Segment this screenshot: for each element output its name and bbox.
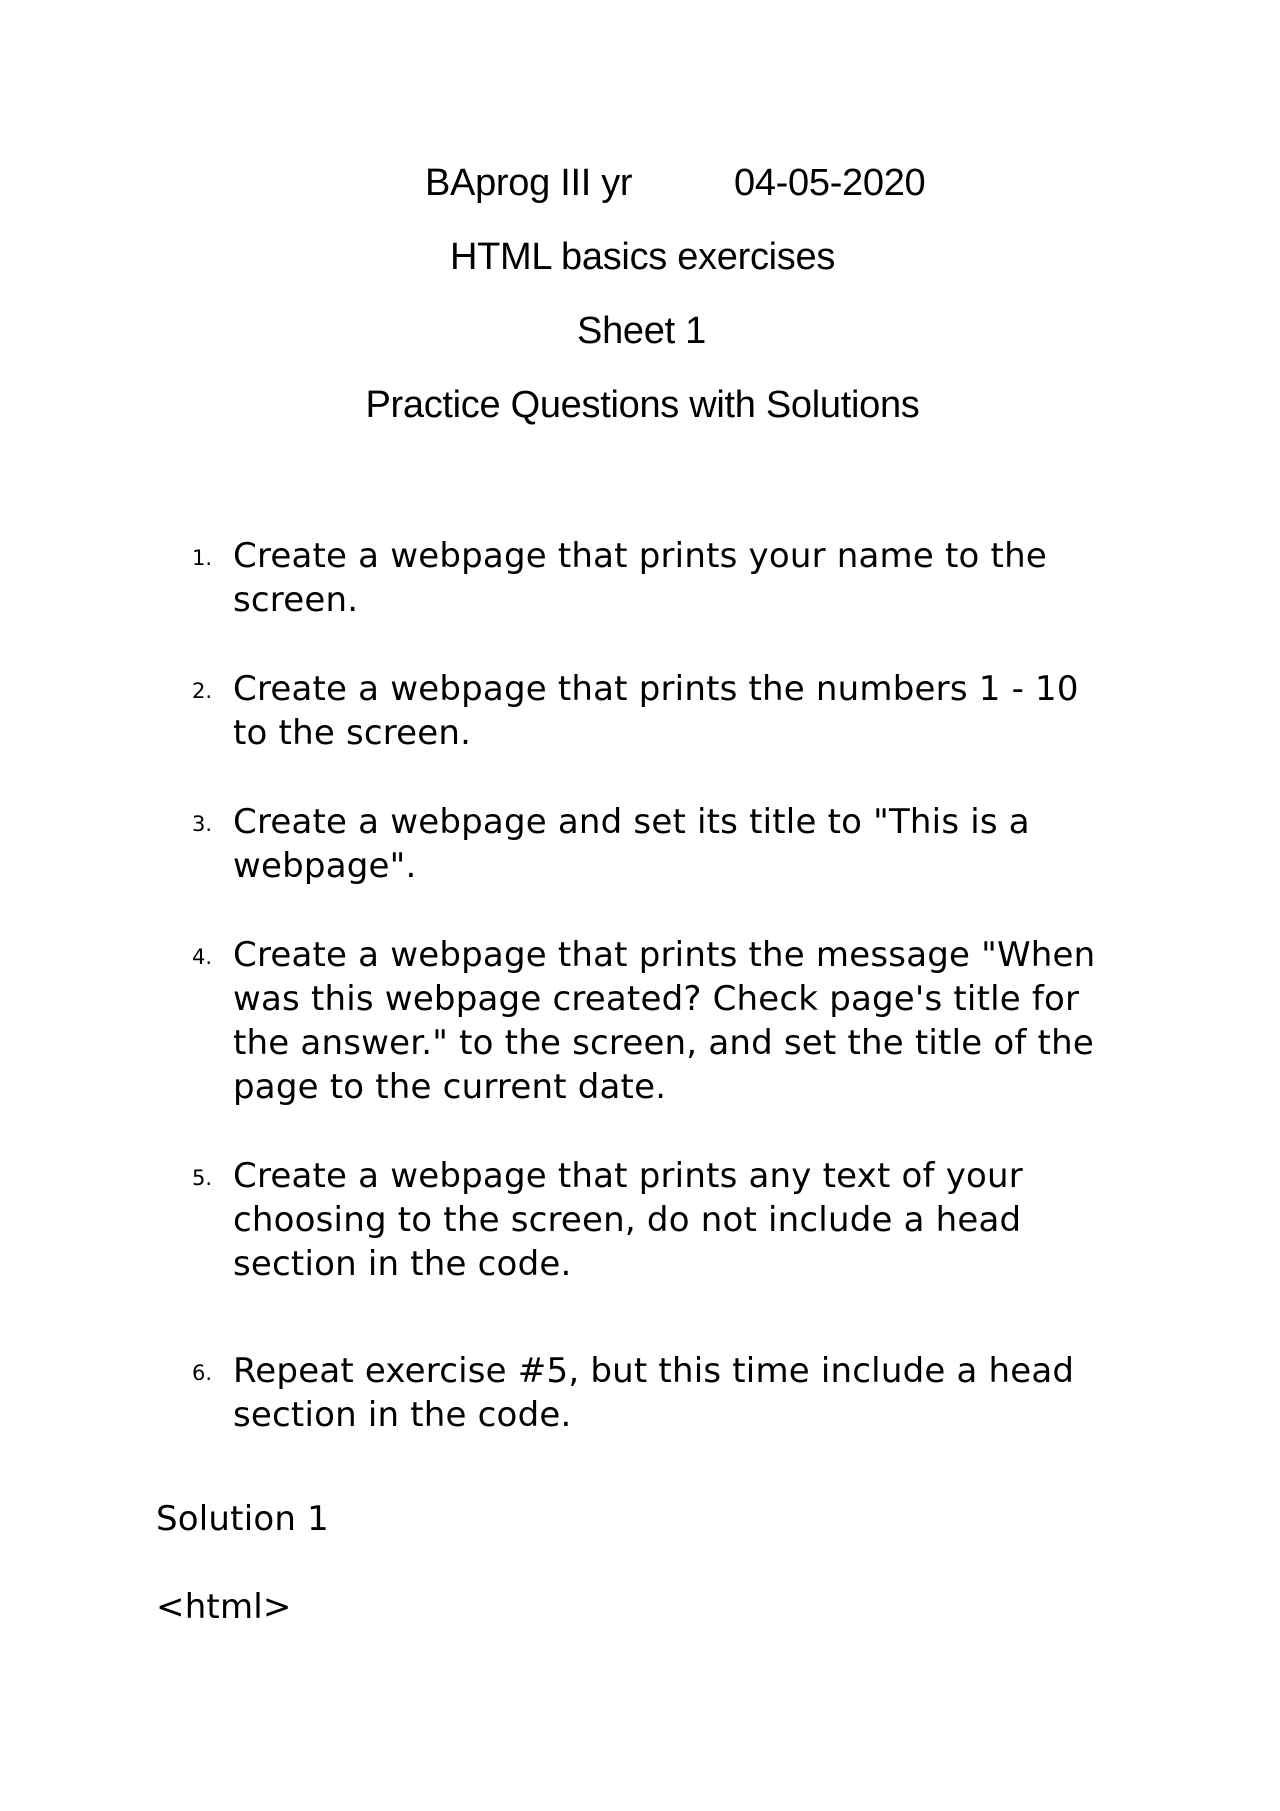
course-label: BAprog III yr xyxy=(425,162,633,204)
question-number: 6. xyxy=(192,1361,213,1385)
code-line: <html> xyxy=(156,1587,292,1627)
question-number: 1. xyxy=(192,546,213,570)
sheet-number: Sheet 1 xyxy=(577,310,706,352)
question-text: Create a webpage that prints any text of your choosing to the screen, do not include a head section in the code. xyxy=(233,1156,1023,1284)
question-text: Create a webpage that prints the message "When was this webpage created? Check page's title for the answer." to the screen, and set the title of the page to the current date. xyxy=(233,935,1096,1107)
question-text: Create a webpage and set its title to "This is a webpage". xyxy=(233,802,1030,886)
topic-title: HTML basics exercises xyxy=(449,236,836,278)
question-number: 3. xyxy=(192,812,213,836)
question-text: Create a webpage that prints the numbers 1 - 10 to the screen. xyxy=(233,669,1079,753)
question-number: 5. xyxy=(192,1166,213,1190)
question-number: 2. xyxy=(192,679,213,703)
solution-heading: Solution 1 xyxy=(156,1499,329,1539)
question-text: Repeat exercise #5, but this time include a head section in the code. xyxy=(233,1351,1075,1435)
question-number: 4. xyxy=(192,945,213,969)
question-text: Create a webpage that prints your name to the screen. xyxy=(233,536,1047,620)
page-subtitle: Practice Questions with Solutions xyxy=(365,384,920,426)
date-label: 04-05-2020 xyxy=(734,162,926,204)
